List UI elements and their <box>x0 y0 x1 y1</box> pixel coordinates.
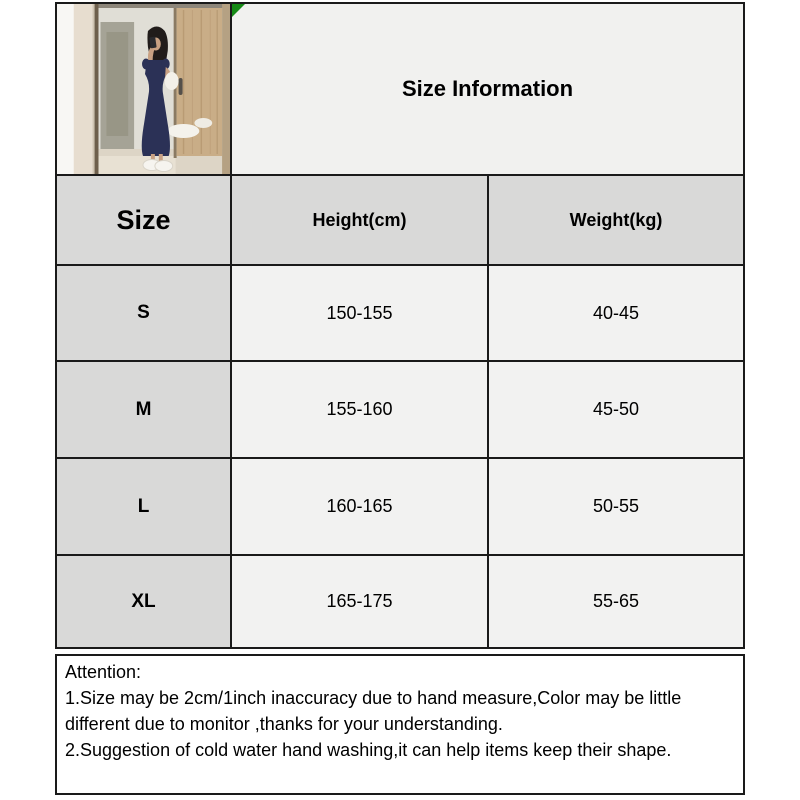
height-value: 165-175 <box>230 556 487 647</box>
weight-value: 55-65 <box>487 556 743 647</box>
size-information-header <box>230 4 743 174</box>
table-row <box>57 360 743 457</box>
table-row <box>57 554 743 647</box>
column-header-height: Height(cm) <box>230 176 487 264</box>
product-photo <box>57 4 230 174</box>
weight-value: 45-50 <box>487 362 743 457</box>
table-header-row <box>57 174 743 264</box>
page-title: Size Information <box>401 76 574 101</box>
attention-title: Attention: <box>65 662 142 682</box>
weight-value: 50-55 <box>487 459 743 554</box>
size-label: L <box>57 459 230 554</box>
cell-corner-marker-icon <box>232 4 245 17</box>
attention-note-2: 2.Suggestion of cold water hand washing,it can help items keep their shape. <box>65 740 672 760</box>
attention-note-1: 1.Size may be 2cm/1inch inaccuracy due to hand measure,Color may be little different due to monitor ,thanks for your understanding. <box>65 688 682 734</box>
model-photo-illustration <box>57 4 230 174</box>
banner-row <box>57 4 743 174</box>
height-value: 160-165 <box>230 459 487 554</box>
weight-value: 40-45 <box>487 266 743 360</box>
height-value: 155-160 <box>230 362 487 457</box>
attention-note <box>55 654 745 795</box>
column-header-size: Size <box>116 204 171 235</box>
table-row <box>57 457 743 554</box>
size-label: XL <box>57 556 230 647</box>
size-chart-table <box>55 2 745 649</box>
size-label: M <box>57 362 230 457</box>
column-header-weight: Weight(kg) <box>487 176 743 264</box>
table-row <box>57 264 743 360</box>
height-value: 150-155 <box>230 266 487 360</box>
size-label: S <box>57 266 230 360</box>
